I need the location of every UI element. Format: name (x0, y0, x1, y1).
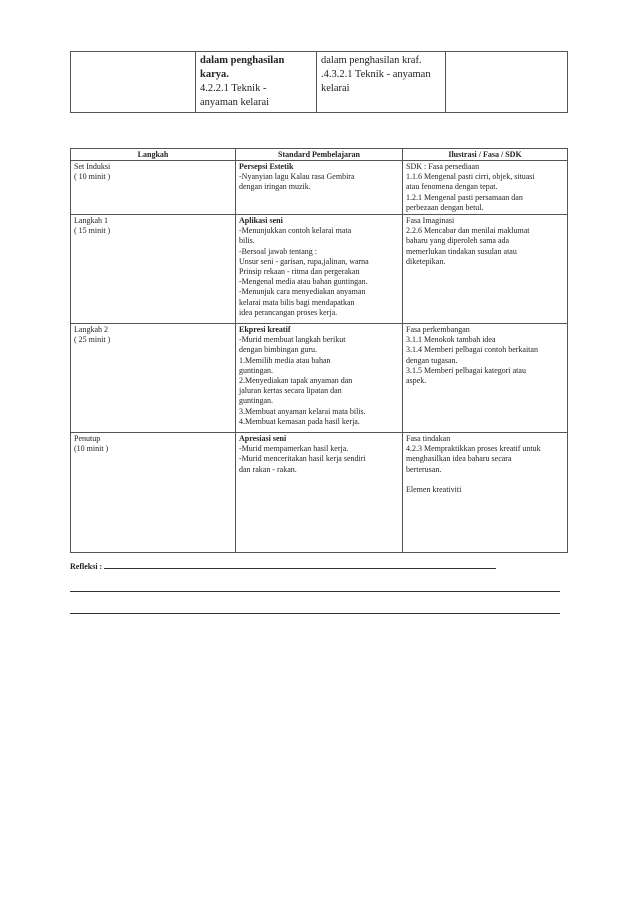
reflection-writing-line (70, 613, 560, 614)
standard-cell (236, 161, 403, 215)
text-line: idea perancangan proses kerja. (239, 307, 338, 317)
text-line: dengan iringan muzik. (239, 182, 311, 192)
ilustrasi-cell (403, 215, 568, 324)
table-row (71, 161, 568, 215)
text-line: 3.1.5 Memberi pelbagai kategori atau (406, 365, 526, 375)
refleksi-blank-rule (104, 561, 496, 569)
header-ilustrasi: Ilustrasi / Fasa / SDK (403, 149, 568, 161)
text-line: aspek. (406, 376, 427, 386)
langkah-cell (71, 215, 236, 324)
text-line: baharu yang diperoleh sama ada (406, 236, 510, 246)
text-line: dengan bimbingan guru. (239, 345, 317, 355)
text-line: (10 minit ) (74, 444, 109, 454)
standard-cell (236, 215, 403, 324)
text-line: 2.Menyediakan tapak anyaman dan (239, 376, 353, 386)
text-line: anyaman kelarai (200, 97, 270, 108)
text-line: -Menunjukkan contoh kelarai mata (239, 226, 352, 236)
cell-title: Persepsi Estetik (239, 162, 294, 171)
text-line: Fasa perkembangan (406, 325, 470, 335)
header-langkah: Langkah (71, 149, 236, 161)
text-line: Set Induksi (74, 162, 111, 171)
text-line: 3.1.4 Memberi pelbagai contoh berkaitan (406, 345, 538, 355)
text-line: -Nyanyian lagu Kalau rasa Gembira (239, 172, 355, 182)
text-line: kelarai (321, 83, 350, 94)
top-continuation-table (70, 51, 568, 113)
text-line: .4.3.2.1 Teknik - anyaman (321, 69, 431, 80)
langkah-cell (71, 433, 236, 553)
text-line: Prinsip rekaan - ritma dan pergerakan (239, 267, 360, 277)
spacer (406, 475, 564, 485)
text-line: karya. (200, 69, 229, 80)
text-line: diketepikan. (406, 256, 446, 266)
refleksi-label: Refleksi : (70, 562, 103, 571)
text-line: dan rakan - rakan. (239, 464, 297, 474)
cell-title: Apresiasi seni (239, 434, 287, 444)
text-line: perbezaan dengan betul. (406, 202, 484, 212)
cell-title: Ekpresi kreatif (239, 325, 291, 335)
text-line: ( 25 minit ) (74, 335, 111, 345)
top-cell-content (317, 52, 446, 113)
top-row (71, 52, 568, 113)
top-cell-content (196, 52, 317, 113)
langkah-cell (71, 161, 236, 215)
cell-title: Aplikasi seni (239, 216, 283, 226)
text-line: 1.1.6 Mengenal pasti cirri, objek, situasi (406, 172, 535, 182)
text-line: ( 10 minit ) (74, 172, 111, 182)
langkah-cell (71, 324, 236, 433)
text-line: memerlukan tindakan susulan atau (406, 246, 517, 256)
text-line: -Murid mempamerkan hasil kerja. (239, 444, 349, 454)
text-line: SDK : Fasa persediaan (406, 162, 480, 171)
table-header-row (71, 149, 568, 161)
text-line: jaluran kertas secara lipatan dan (239, 386, 342, 396)
text-line: dalam penghasilan (200, 55, 285, 66)
text-line: Elemen kreativiti (406, 484, 462, 494)
text-line: 3.Membuat anyaman kelarai mata bilis. (239, 406, 366, 416)
header-standard: Standard Pembelajaran (236, 149, 403, 161)
refleksi-line (70, 561, 496, 571)
text-line: 4.2.2.1 Teknik - (200, 83, 267, 94)
text-line: -Bersoal jawab tentang : (239, 246, 317, 256)
text-line: -Murid menceritakan hasil kerja sendiri (239, 454, 366, 464)
table-row (71, 324, 568, 433)
standard-cell (236, 433, 403, 553)
text-line: 4.2.3 Mempraktikkan proses kreatif untuk (406, 444, 541, 454)
table-row (71, 433, 568, 553)
text-line: guntingan. (239, 365, 273, 375)
text-line: berterusan. (406, 464, 442, 474)
text-line: menghasilkan idea baharu secara (406, 454, 512, 464)
text-line: 1.Memilih media atau bahan (239, 355, 331, 365)
top-cell-empty-right (446, 52, 568, 113)
text-line: Unsur seni - garisan, rupa,jalinan, warna (239, 256, 369, 266)
text-line: kelarai mata bilis bagi mendapatkan (239, 297, 355, 307)
ilustrasi-cell (403, 324, 568, 433)
ilustrasi-cell (403, 433, 568, 553)
top-cell-empty-left (71, 52, 196, 113)
text-line: Fasa Imaginasi (406, 216, 455, 226)
text-line: Langkah 1 (74, 216, 108, 226)
text-line: Penutup (74, 434, 101, 444)
text-line: atau fenomena dengan tepat. (406, 182, 498, 192)
text-line: dengan tugasan. (406, 355, 458, 365)
text-line: -Mengenal media atau bahan guntingan. (239, 277, 368, 287)
text-line: 3.1.1 Menokok tambah idea (406, 335, 496, 345)
table-row (71, 215, 568, 324)
text-line: -Murid membuat langkah berikut (239, 335, 346, 345)
text-line: 4.Membuat kemasan pada hasil kerja. (239, 416, 360, 426)
reflection-writing-line (70, 591, 560, 592)
text-line: Fasa tindakan (406, 434, 451, 444)
text-line: bilis. (239, 236, 255, 246)
standard-cell (236, 324, 403, 433)
text-line: 2.2.6 Mencabar dan menilai maklumat (406, 226, 530, 236)
text-line: ( 15 minit ) (74, 226, 111, 236)
text-line: guntingan. (239, 396, 273, 406)
ilustrasi-cell (403, 161, 568, 215)
text-line: -Menunjuk cara menyediakan anyaman (239, 287, 366, 297)
text-line: Langkah 2 (74, 325, 108, 335)
text-line: dalam penghasilan kraf. (321, 55, 422, 66)
lesson-plan-table (70, 148, 568, 553)
text-line: 1.2.1 Mengenal pasti persamaan dan (406, 192, 523, 202)
